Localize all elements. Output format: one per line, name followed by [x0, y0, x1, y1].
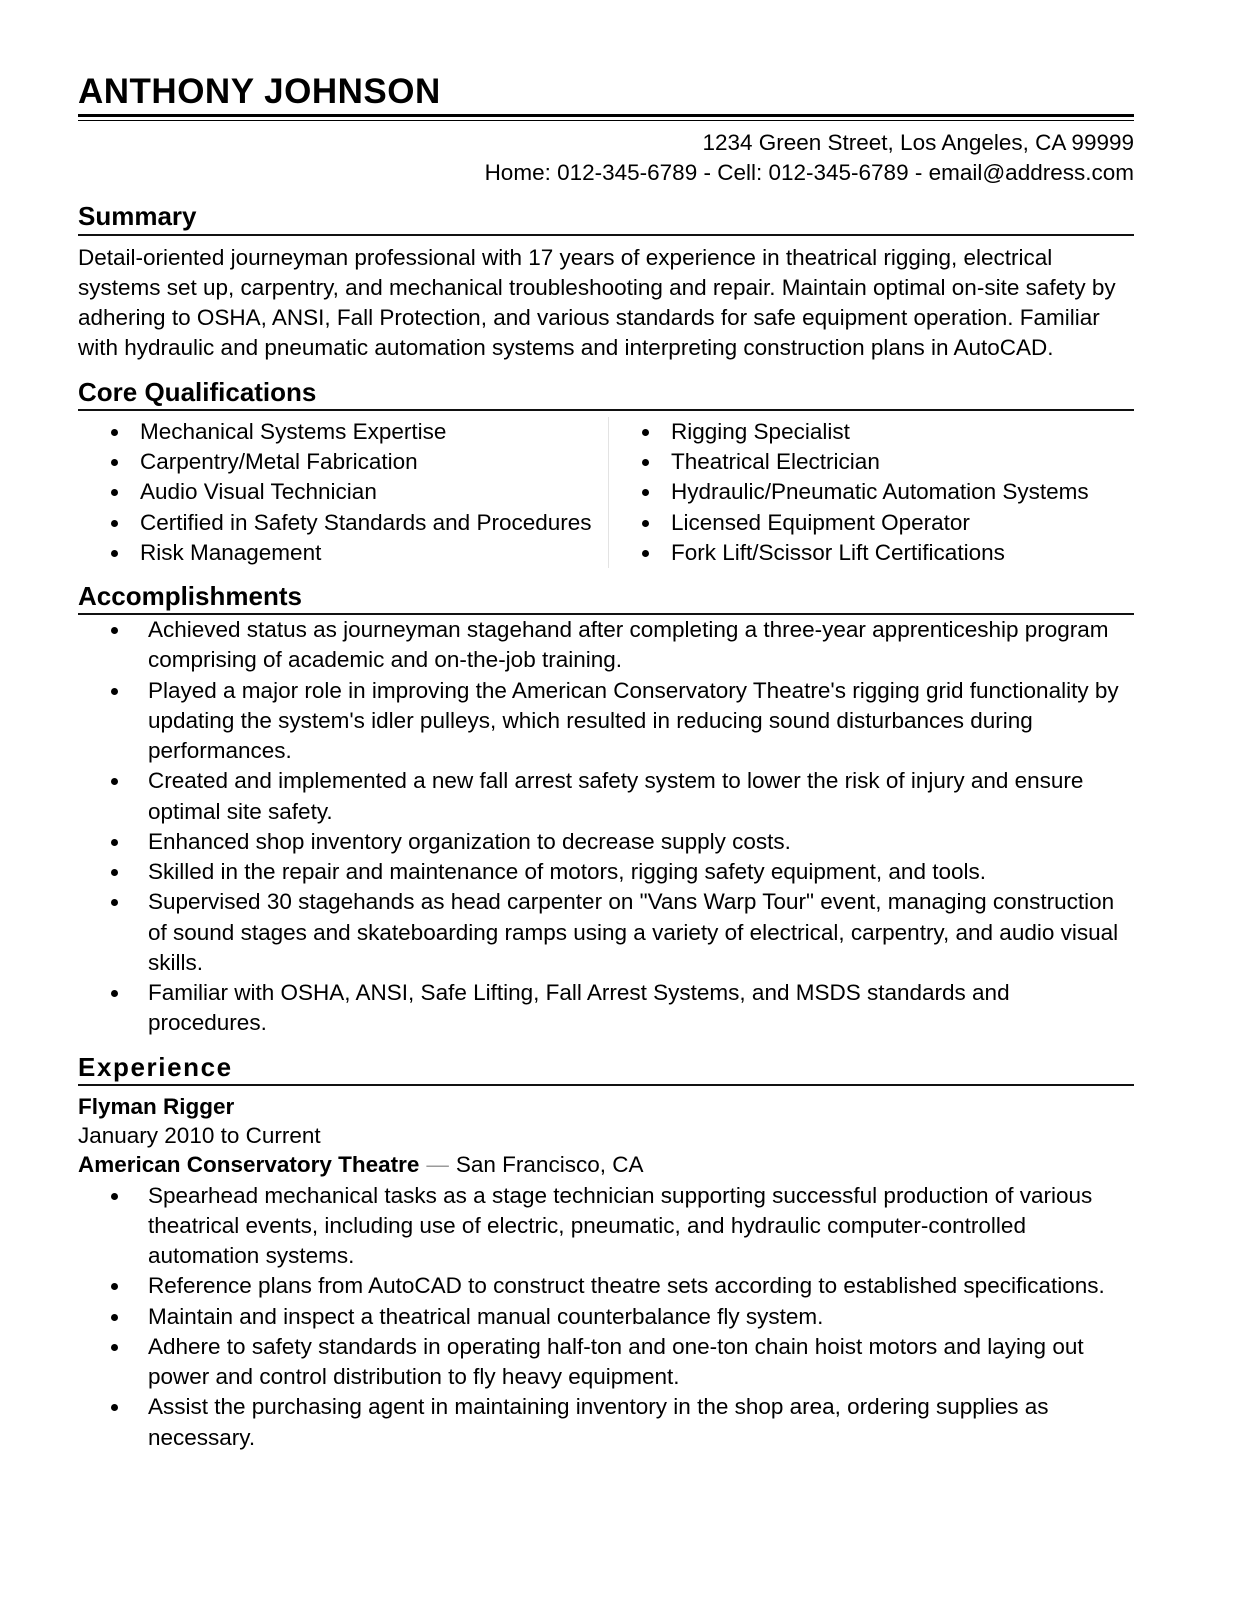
list-item: Risk Management — [78, 538, 602, 568]
list-item: Familiar with OSHA, ANSI, Safe Lifting, Fall Arrest Systems, and MSDS standards and procedures. — [78, 978, 1134, 1039]
list-item: Theatrical Electrician — [635, 447, 1134, 477]
list-item: Spearhead mechanical tasks as a stage technician supporting successful production of various theatrical events, including use of electric, pneumatic, and hydraulic computer-controlled automation systems. — [78, 1181, 1134, 1272]
list-item: Played a major role in improving the American Conservatory Theatre's rigging grid functionality by updating the system's idler pulleys, which resulted in reducing sound disturbances during performances. — [78, 676, 1134, 767]
section-accomplishments — [78, 581, 1134, 1039]
job-organization: American Conservatory Theatre — [78, 1152, 420, 1178]
list-item: Adhere to safety standards in operating half-ton and one-ton chain hoist motors and laying out power and control distribution to fly heavy equipment. — [78, 1332, 1134, 1393]
list-item: Audio Visual Technician — [78, 477, 602, 507]
list-item: Rigging Specialist — [635, 417, 1134, 447]
list-item: Licensed Equipment Operator — [635, 508, 1134, 538]
experience-heading: Experience — [78, 1051, 233, 1082]
list-item: Enhanced shop inventory organization to decrease supply costs. — [78, 827, 1134, 857]
summary-rule — [78, 234, 1134, 236]
list-item: Fork Lift/Scissor Lift Certifications — [635, 538, 1134, 568]
list-item: Created and implemented a new fall arrest safety system to lower the risk of injury and ensure optimal site safety. — [78, 766, 1134, 827]
job-separator: — — [426, 1152, 449, 1178]
experience-rule — [78, 1084, 1134, 1086]
contact-address: 1234 Green Street, Los Angeles, CA 99999 — [702, 130, 1134, 156]
summary-text: Detail-oriented journeyman professional with 17 years of experience in theatrical rigging, electrical systems set up, carpentry, and mechanical troubleshooting and repair. Maintain optimal on-site safety by adhering to OSHA, ANSI, Fall Protection, and various standards for safe equipment operation. Familiar with hydraulic and pneumatic automation systems and interpreting construction plans in AutoCAD. — [78, 244, 1116, 361]
core-qualifications-left-column — [78, 417, 608, 568]
accomplishments-list — [78, 615, 1134, 1039]
experience-job — [78, 1092, 1134, 1453]
contact-block — [78, 128, 1134, 188]
job-title: Flyman Rigger — [78, 1093, 235, 1119]
summary-heading: Summary — [78, 201, 197, 232]
job-dates: January 2010 to Current — [78, 1123, 321, 1149]
list-item: Supervised 30 stagehands as head carpenter on "Vans Warp Tour" event, managing construction of sound stages and skateboarding ramps using a variety of electrical, carpentry, and audio visual skills. — [78, 887, 1134, 978]
core-qualifications-heading: Core Qualifications — [78, 376, 317, 407]
list-item: Mechanical Systems Expertise — [78, 417, 602, 447]
list-item: Carpentry/Metal Fabrication — [78, 447, 602, 477]
list-item: Assist the purchasing agent in maintaining inventory in the shop area, ordering supplies as necessary. — [78, 1392, 1134, 1453]
job-bullets-list — [78, 1181, 1134, 1453]
list-item: Certified in Safety Standards and Procedures — [78, 508, 602, 538]
list-item: Hydraulic/Pneumatic Automation Systems — [635, 477, 1134, 507]
job-organization-line — [78, 1150, 1134, 1179]
core-qualifications-rule — [78, 409, 1134, 411]
accomplishments-heading: Accomplishments — [78, 581, 302, 612]
list-item: Achieved status as journeyman stagehand after completing a three-year apprenticeship program comprising of academic and on-the-job training. — [78, 615, 1134, 676]
core-qualifications-right-list — [635, 417, 1134, 568]
list-item: Maintain and inspect a theatrical manual counterbalance fly system. — [78, 1302, 1134, 1332]
section-summary — [78, 201, 1134, 363]
resume-content — [78, 0, 1134, 1453]
core-qualifications-right-column — [608, 417, 1134, 568]
resume-header — [78, 0, 1134, 188]
job-location: San Francisco, CA — [455, 1152, 644, 1178]
section-experience — [78, 1052, 1134, 1453]
header-divider — [78, 114, 1134, 121]
candidate-name: ANTHONY JOHNSON — [78, 72, 441, 111]
list-item: Reference plans from AutoCAD to construct theatre sets according to established specifications. — [78, 1271, 1134, 1301]
list-item: Skilled in the repair and maintenance of motors, rigging safety equipment, and tools. — [78, 857, 1134, 887]
section-core-qualifications — [78, 377, 1134, 568]
contact-phone-email: Home: 012-345-6789 - Cell: 012-345-6789 - email@address.com — [484, 160, 1134, 186]
core-qualifications-columns — [78, 417, 1134, 568]
core-qualifications-left-list — [78, 417, 602, 568]
